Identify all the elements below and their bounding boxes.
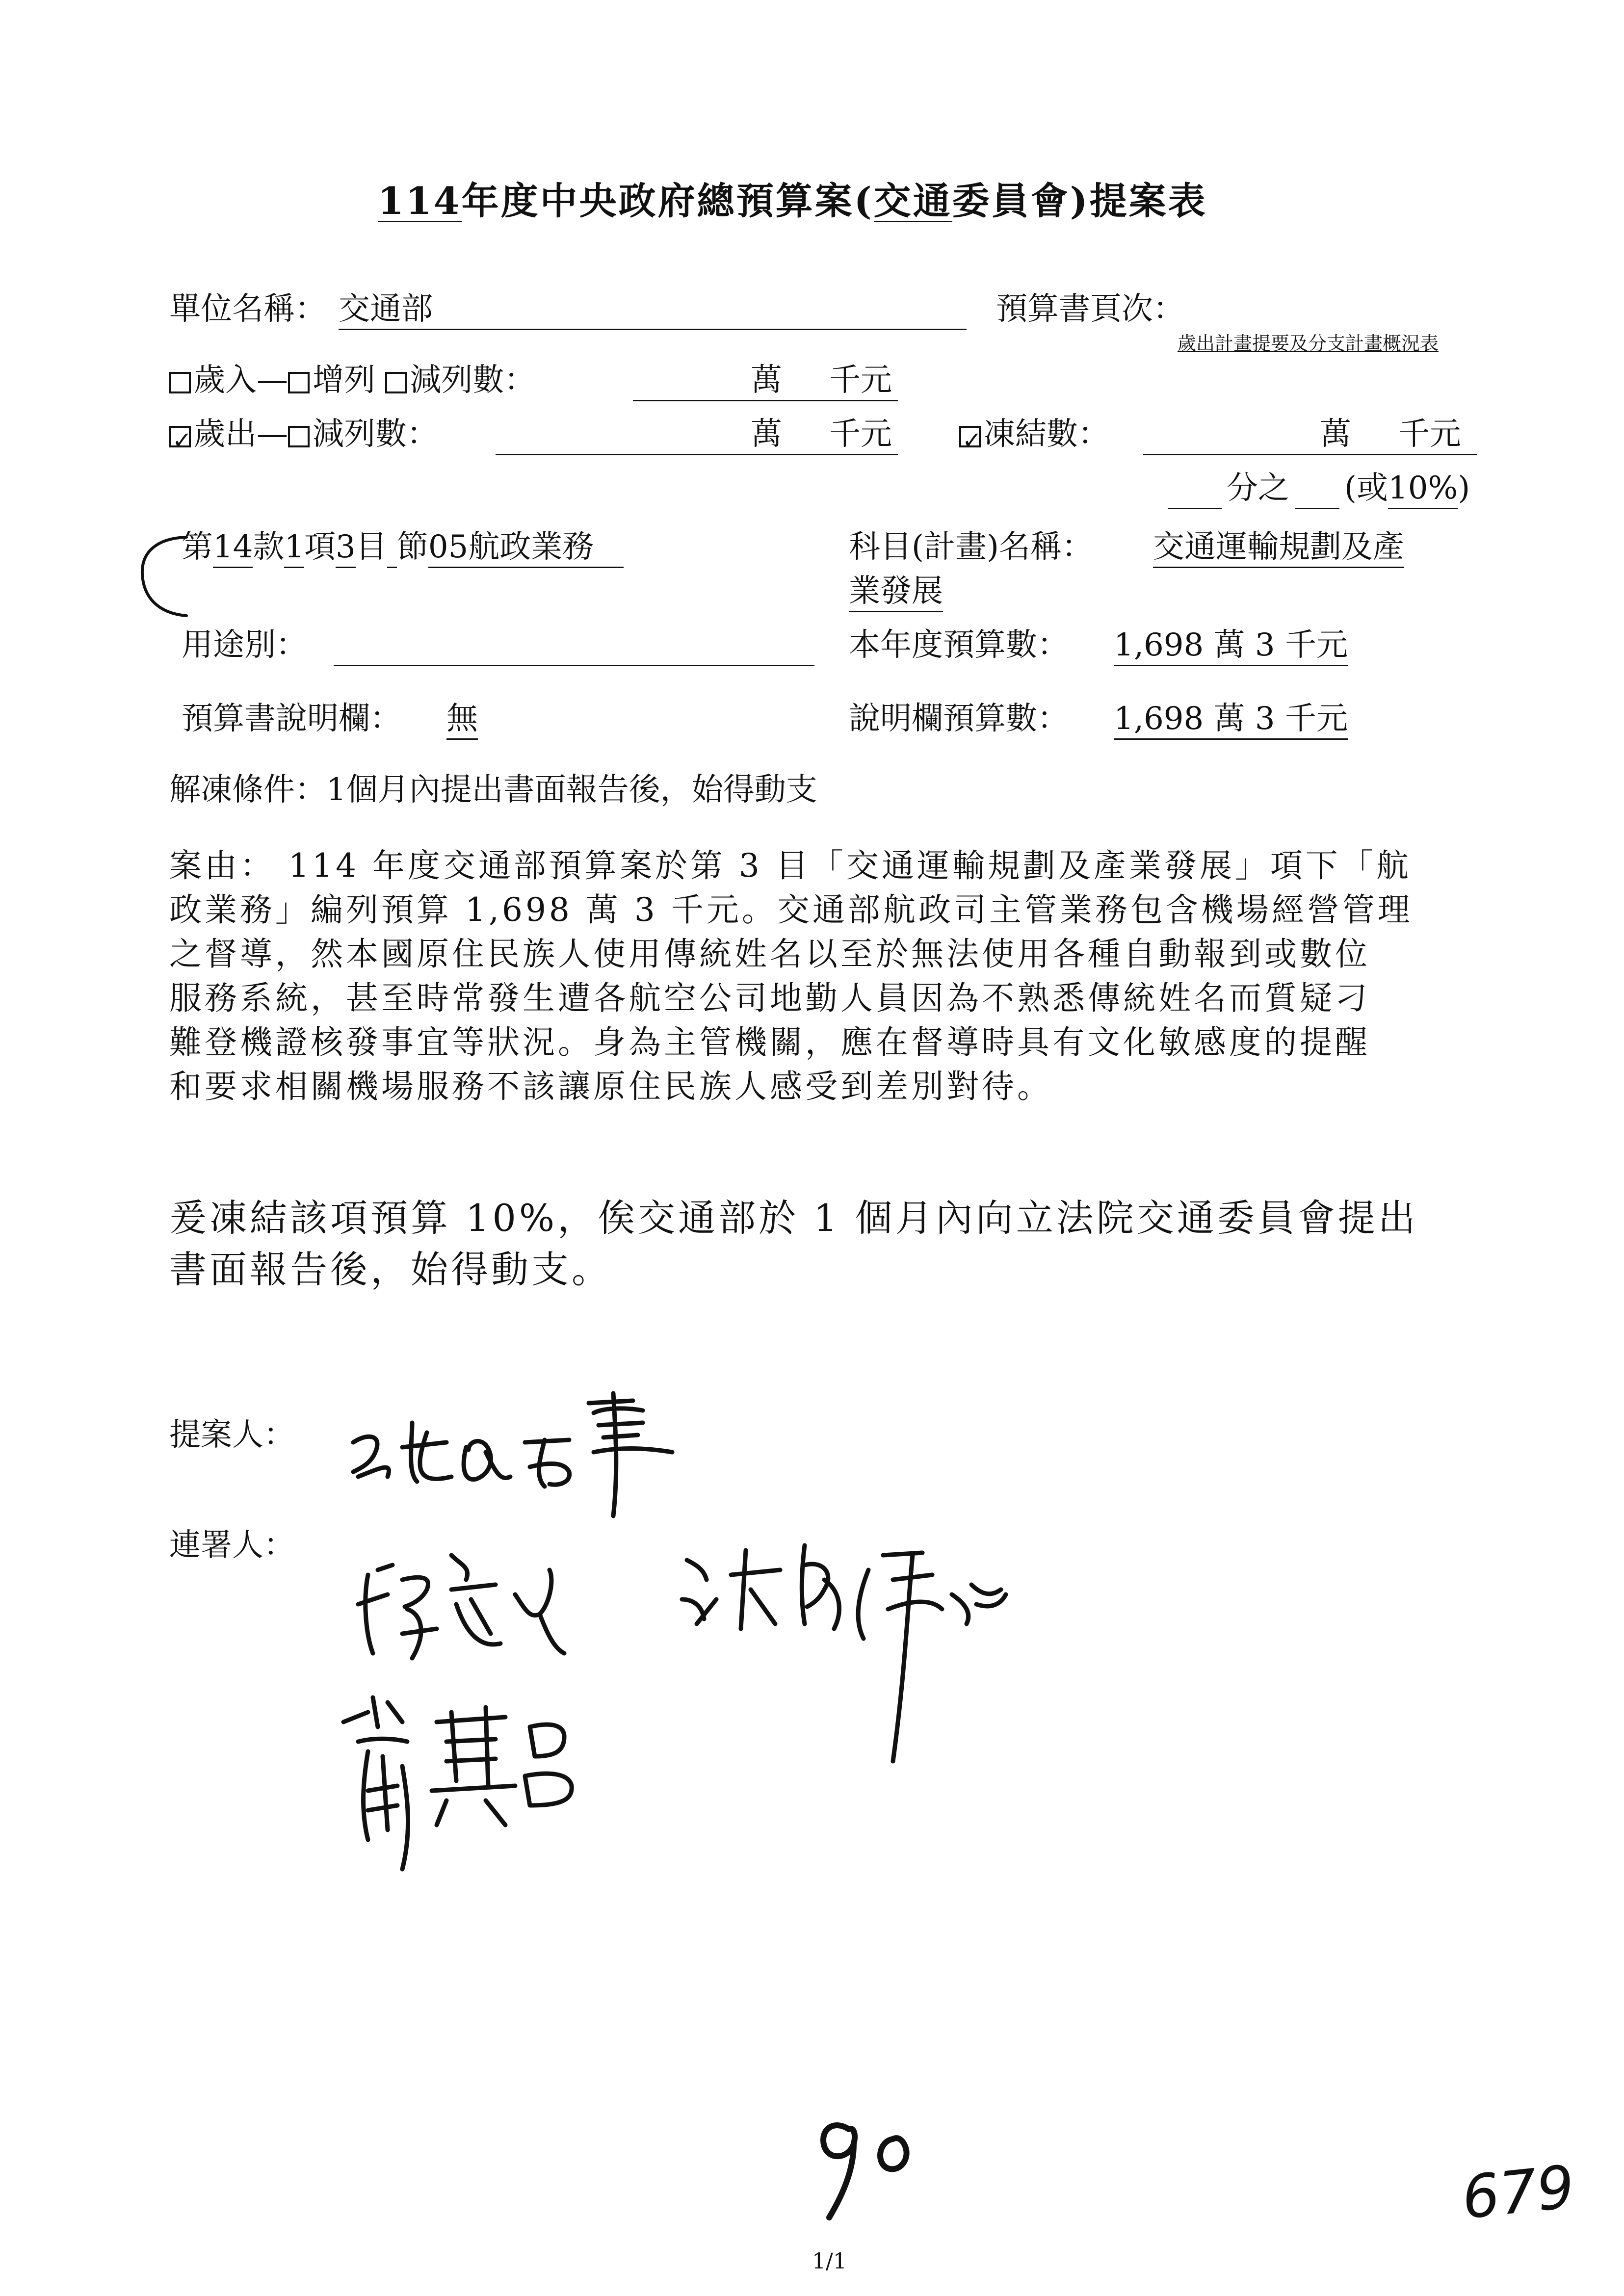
item-name: 航政業務 xyxy=(468,529,594,565)
unfreeze-condition: 解凍條件：1個月內提出書面報告後，始得動支 xyxy=(169,772,817,808)
freeze-wan: 萬 xyxy=(1320,416,1351,452)
freeze-text: 凍結數： xyxy=(984,416,1109,452)
stamp-number: 679 xyxy=(1459,2153,1578,2233)
subject-value-line1: 交通運輸規劃及產 xyxy=(1153,527,1404,568)
freeze-checkbox[interactable] xyxy=(959,426,981,447)
freeze-row xyxy=(959,415,1109,454)
expense-decrease-label: 減列數： xyxy=(313,416,438,452)
fraction-blank-1 xyxy=(1168,508,1222,509)
reason-line-3: 之督導，然本國原住民族人使用傳統姓名以至於無法使用各種自動報到或數位 xyxy=(169,935,1370,973)
expense-qian: 千元 xyxy=(829,416,892,452)
mu-value: 3 xyxy=(336,527,356,568)
fraction-mid: 分之 xyxy=(1227,470,1289,506)
revenue-wan: 萬 xyxy=(751,362,782,398)
cosigner-signature-2 xyxy=(677,1526,1119,1781)
item-row xyxy=(182,527,624,568)
annual-budget-value: 1,698 萬 3 千元 xyxy=(1114,626,1348,666)
reason-line-5: 難登機證核發事宜等狀況。身為主管機關，應在督導時具有文化敏感度的提醒 xyxy=(169,1023,1370,1061)
increase-label: 增列 xyxy=(313,362,375,398)
xiang-value: 1 xyxy=(284,527,304,568)
expense-checkbox[interactable] xyxy=(169,426,191,447)
budget-page-label: 預算書頁次： xyxy=(996,291,1184,327)
proposer-label: 提案人： xyxy=(169,1417,295,1453)
purpose-line xyxy=(334,665,814,666)
kuan-label: 款 xyxy=(253,529,285,565)
resolution-line-1: 爰凍結該項預算 10%，俟交通部於 1 個月內向立法院交通委員會提出 xyxy=(169,1196,1418,1240)
cosigner-signature-3 xyxy=(339,1683,613,1889)
handwritten-number xyxy=(805,2100,942,2227)
expense-row xyxy=(169,415,438,454)
revenue-decrease-checkbox[interactable] xyxy=(385,372,407,393)
jie-blank xyxy=(387,527,397,568)
title-post: 委員會)提案表 xyxy=(952,179,1207,223)
fraction-percent: 10% xyxy=(1388,469,1458,509)
annual-budget-label: 本年度預算數： xyxy=(849,627,1069,663)
cosigner-signature-1 xyxy=(353,1536,599,1683)
fraction-tail xyxy=(1344,469,1470,509)
mu-label: 目 xyxy=(355,529,387,565)
xiang-label: 項 xyxy=(304,529,336,565)
subject-value-line2: 業發展 xyxy=(849,572,943,612)
fraction-close: ) xyxy=(1458,470,1470,506)
revenue-row xyxy=(169,361,535,400)
revenue-qian: 千元 xyxy=(829,362,892,398)
desc-col-value: 無 xyxy=(446,699,478,740)
desc-budget-label: 說明欄預算數： xyxy=(849,701,1069,737)
revenue-amount-line xyxy=(633,400,898,401)
jie-value xyxy=(428,527,624,568)
jie-number: 05 xyxy=(428,529,469,565)
expense-amount-line xyxy=(496,454,898,455)
cosigners-label: 連署人： xyxy=(169,1527,295,1564)
reason-line-1: 案由： 114 年度交通部預算案於第 3 目「交通運輸規劃及產業發展」項下「航 xyxy=(169,847,1412,885)
page-number: 1/1 xyxy=(812,2249,847,2274)
revenue-text: 歲入— xyxy=(194,362,288,398)
unit-label: 單位名稱： xyxy=(169,291,326,327)
increase-checkbox[interactable] xyxy=(288,372,310,393)
desc-col-label: 預算書說明欄： xyxy=(182,701,401,737)
freeze-qian: 千元 xyxy=(1398,416,1461,452)
kuan-pre: 第 xyxy=(182,529,213,565)
expense-decrease-checkbox[interactable] xyxy=(288,426,310,447)
reason-line-2: 政業務」編列預算 1,698 萬 3 千元。交通部航政司主管業務包含機場經營管理 xyxy=(169,891,1413,929)
revenue-checkbox[interactable] xyxy=(169,372,191,393)
fraction-blank-2 xyxy=(1295,508,1339,509)
proposer-signature xyxy=(339,1374,692,1531)
reason-line-6: 和要求相關機場服務不該讓原住民族人感受到差別對待。 xyxy=(169,1068,1052,1105)
expense-wan: 萬 xyxy=(751,416,782,452)
expense-text: 歲出— xyxy=(194,416,288,452)
title-year: 114 xyxy=(378,179,462,223)
budget-page-note: 歲出計畫提要及分支計畫概況表 xyxy=(1178,333,1439,354)
freeze-amount-line xyxy=(1143,454,1477,455)
desc-budget-value: 1,698 萬 3 千元 xyxy=(1114,699,1348,740)
fraction-open: (或 xyxy=(1344,470,1388,506)
page-title xyxy=(378,179,1207,223)
revenue-decrease-label: 減列數： xyxy=(410,362,536,398)
kuan-value: 14 xyxy=(213,527,253,568)
reason-line-4: 服務系統，甚至時常發生遭各航空公司地勤人員因為不熟悉傳統姓名而質疑刁 xyxy=(169,979,1370,1017)
title-committee: 交通 xyxy=(873,179,952,223)
resolution-line-2: 書面報告後，始得動支。 xyxy=(169,1248,612,1291)
purpose-label: 用途別： xyxy=(182,627,307,663)
unit-underline xyxy=(339,329,967,330)
jie-label: 節 xyxy=(396,529,428,565)
unit-value: 交通部 xyxy=(339,291,433,327)
subject-label: 科目(計畫)名稱： xyxy=(849,529,1093,565)
title-pre: 年度中央政府總預算案( xyxy=(461,179,874,223)
